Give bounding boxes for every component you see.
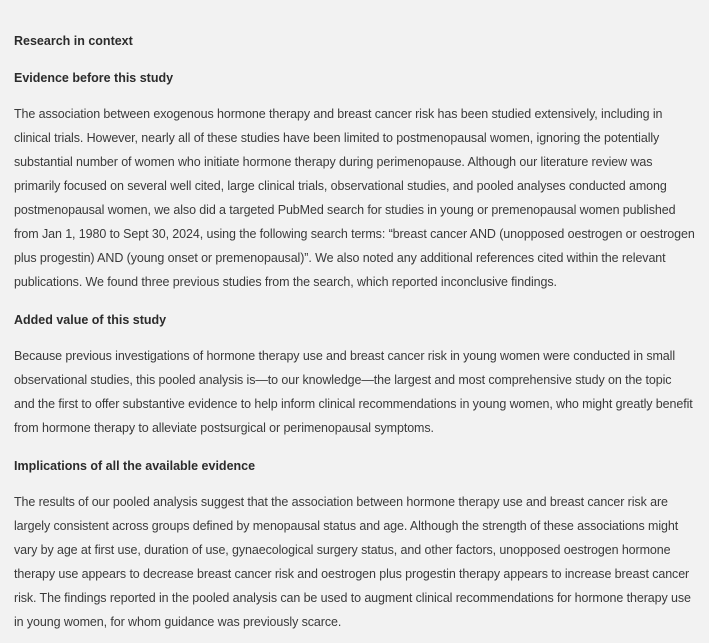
section-body-added-value: Because previous investigations of hormone therapy use and breast cancer risk in young women were conducted in small observational studies, this pooled analysis is—to our knowledge—the largest and most comprehensive study on the topic and the first to offer substantive evidence to help inform clinical recommendations in young women, who might greatly benefit from hormone therapy to alleviate postsurgical or perimenopausal symptoms.	[14, 349, 693, 435]
section-heading-evidence-before: Evidence before this study	[14, 71, 174, 85]
section-body-evidence-before: The association between exogenous hormone therapy and breast cancer risk has been studied extensively, including in clinical trials. However, nearly all of these studies have been limited to postmenopausal women, ignoring the potentially substantial number of women who initiate hormone therapy during perimenopause. Although our literature review was primarily focused on several well cited, large clinical trials, observational studies, and pooled analyses conducted among postmenopausal women, we also did a targeted PubMed search for studies in young or premenopausal women published from Jan 1, 1980 to Sept 30, 2024, using the following search terms: “breast cancer AND (unopposed oestrogen or oestrogen plus progestin) AND (young onset or premenopausal)”. We also noted any additional references cited within the relevant publications. We found three previous studies from the search, which reported inconclusive findings.	[14, 107, 695, 289]
panel-title: Research in context	[14, 34, 133, 48]
section-heading-added-value: Added value of this study	[14, 313, 167, 327]
section-heading-implications: Implications of all the available evidence	[14, 459, 256, 473]
section-body-implications: The results of our pooled analysis suggest that the association between hormone therapy use and breast cancer risk are largely consistent across groups defined by menopausal status and age. Although the strength of these associations might vary by age at first use, duration of use, gynaecological surgery status, and other factors, unopposed oestrogen hormone therapy use appears to decrease breast cancer risk and oestrogen plus progestin therapy appears to increase breast cancer risk. The findings reported in the pooled analysis can be used to augment clinical recommendations for hormone therapy use in young women, for whom guidance was previously scarce.	[14, 495, 691, 629]
